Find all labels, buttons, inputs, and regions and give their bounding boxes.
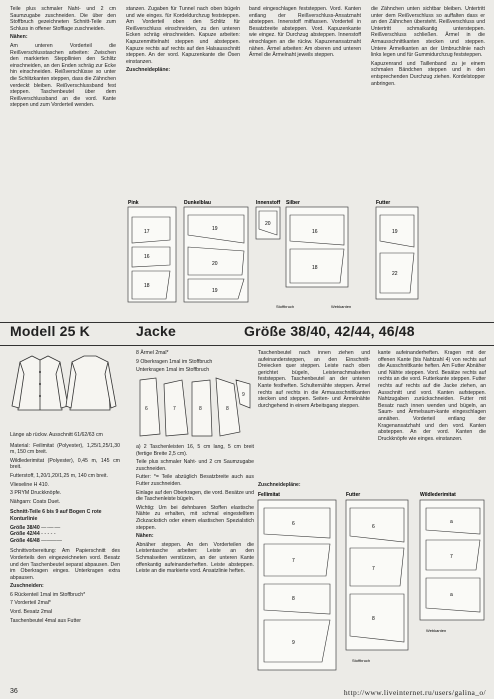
size-row: Größe 38/40 —·—·— [10,524,61,531]
svg-text:6: 6 [292,521,295,527]
paragraph: Taschenbeutel nach innen ziehen und aufeinandersteppen, an den Einschnitt-Dreiecken quer steppen. Leiste nach oben gerichtet bügeln, Leistenschmalseiten feststeppen. Taschenbeutel an der unteren Kante festheften. Schulternähte steppen. Ärmel rechts auf rechts in die Armausschnittkanten stecken und steppen. Seiten- und Ärmelnähte durchgehend in einem Arbeitsgang steppen. [258,350,370,409]
section-heading: Zuschneiden: [10,583,44,590]
top-text-col-4 [371,6,485,89]
page-number: 36 [10,688,18,695]
paragraph: Wichtig: Um bei dehnbaren Stoffen elastische Nähte zu erhalten, mit schmal eingestelltem Zickzackstich oder einem elastischen Spezialstich steppen. [136,504,254,531]
material-paragraph: Material: Feilimitat (Polyester), 1,25/1,25/1,30 m, 150 cm breit. [10,442,120,456]
svg-text:8: 8 [292,596,295,602]
size-range: Größe 38/40, 42/44, 46/48 [244,323,415,339]
svg-text:18: 18 [144,283,150,289]
svg-text:18: 18 [312,265,318,271]
svg-text:6: 6 [145,406,148,412]
paragraph: Abnäher steppen. An den Vorderteilen die Leistentasche arbeiten: Leiste an den Schmalseiten verstürzen, an der unteren Kante offenkantig aufeinanderheften. Leiste absteppen. Leiste an die markierte vord. Ansatzlinie heften. [136,541,254,575]
svg-text:a: a [450,592,453,598]
paragraph: a) 2 Taschenleisten 16, 5 cm lang, 5 cm breit (fertige Breite 2,5 cm). [136,444,254,457]
paragraph: die Zähnchen unten sichtbar bleiben. Untertritt unter dem Reißverschluss so auffalten dass er an den Zähnchen übersteht. Reißverschluss und Untertritt schmalkantig untersteppen. Reißverschluss schließen. Ärmel in die Armausschnittkanten stecken und steppen. Untere Ärmelkanten an der Umbruchlinie nach links legen und für Gummidurchzug feststeppen. [371,6,485,59]
svg-text:9: 9 [242,392,245,398]
size-legend [10,525,120,545]
material-paragraph: Nähgarn: Coats Duet. [10,498,61,505]
bottom-cutting-plans [256,490,488,680]
plan-label-pink: Pink [128,200,139,206]
section-heading: Nähen: [10,34,28,41]
paragraph: Schnittvorbereitung: Am Papierschnitt des Vorderteils den eingezeichneten vord. Besatz und den Taschenbeutel separat abpausen. Den im Oberkragen einges. Unterkragen extra abpausen. [10,548,120,581]
paragraph: Teile plus schmaler Naht- und 2 cm Saumzugabe zuschneiden. Die über den Stoffbruch gezeichneten Schnitt-Teile zum Schluss in offener Stofflage zuschneiden. [10,6,116,32]
length-caption: Länge ab rückw. Ausschnitt 61/62/63 cm [10,432,103,438]
svg-text:19: 19 [212,226,218,232]
mid-text-top [136,350,254,376]
left-text-col [10,432,120,626]
svg-text:22: 22 [392,271,398,277]
svg-text:8: 8 [372,616,375,622]
pattern-pieces-diagram [136,374,254,440]
svg-text:16: 16 [144,254,150,260]
right-text-col-1 [258,350,370,411]
watermark-url: http://www.liveinternet.ru/users/galina_o/ [343,688,486,697]
svg-text:19: 19 [392,229,398,235]
svg-text:9: 9 [292,640,295,646]
cut-item: Vord. Besatz 2mal [10,609,53,616]
material-paragraph: Futterstoff, 1,20/1,20/1,25 m, 140 cm breit. [10,472,108,479]
garment-name: Jacke [136,323,176,339]
material-paragraph: Vlieseline H 410. [10,481,49,488]
svg-text:7: 7 [292,558,295,564]
cut-item: Unterkragen 1mal im Stoffbruch [136,367,210,374]
svg-text:20: 20 [265,221,271,227]
fold-label: Stoffbruch [276,304,295,309]
jacket-illustration [10,350,120,428]
plan-label-silber: Silber [286,200,300,206]
paragraph: Futter: *= Teile abzüglich Besatzbreite auch aus Futter zuschneiden. [136,474,254,487]
paragraph: band eingeschlagen feststeppen. Vord. Kanten entlang der Reißverschluss-Ansatznaht absteppen. Innenstoff mitfassen. Vorderteil in Besatzbreite absteppen. Vord. Kapuzenkante wie eingez. für Durchzug absteppen. Innenstoff einschlagen an die rückw. Kapuzenansatznaht nähen. Ärmel arbeiten: Am oberen und unteren Ärmel die Ärmelnaht jeweils steppen. [249,6,361,59]
cut-item: 8 Ärmel 2mal* [136,350,169,356]
top-text-col-1 [10,6,116,111]
plan-label-wildleder: Wildlederimitat [420,492,456,498]
cut-item: 6 Rückenteil 1mal im Stoffbruch* [10,591,86,598]
paragraph: Kapuzenrand und Taillenband zu je einem schmalen Bändchen steppen und in den entsprechenden Durchzug ziehen. Kordelstopper anbringen. [371,60,485,87]
bottom-plans-title: Zuschneidepläne: [258,482,301,488]
size-row: Größe 46/48 ———— [10,537,62,544]
top-text-col-3 [249,6,361,61]
size-row: Größe 42/44 - - - - - [10,531,56,538]
model-number: Modell 25 K [10,323,90,339]
section-heading: Nähen: [136,533,154,540]
paragraph: Am unteren Vorderteil die Reißverschlusstaschen arbeiten: Zwischen den markierten Steppllinien den Schlitz einschneiden, an den Enden schräg zur Ecke hin einschneiden. Reißverschlüsse so unter die Schlitzkanten steppen, dass die Zähnchen verdeckt bleiben. Reißverschlussband fest steppen. Taschenbeutel über dem Reißverschlussband an die vord. Kante steppen und zum Vorderteil wenden. [10,42,116,109]
svg-text:8: 8 [199,406,202,412]
paragraph: stanzen. Zugaben für Tunnel nach oben bügeln und wie einges. für Kordeldurchzug feststeppen. Am Vorderteil oben den Schlitz für Reißverschluss einschneiden, zu den unteren Ecken schräg einschneiden. Kapuze arbeiten: Kapuzenmittelnaht steppen und absteppen. Kapuze rechts auf rechts auf den Halsausschnitt steppen. An der vord. Kapuzenkante die Ösen einstanzen. [126,6,240,65]
cut-item: 7 Vorderteil 2mal* [10,600,51,607]
svg-text:7: 7 [173,406,176,412]
svg-text:8: 8 [226,406,229,412]
plan-label-dunkelblau: Dunkelblau [184,200,211,206]
svg-text:17: 17 [144,229,150,235]
paragraph: kante aufeinanderheften. Kragen mit der offenen Kante (bis Nahtzahl 4) von rechts auf die Ausschnittkante heften. Am Futter Abnäher und Nähte steppen. Vord. Besätze rechts auf rechts an die vord. Futterkante steppen. Futter rechts auf rechts auf die Jacke ziehen, an Ausschnitt und vord. Kanten aufsteppen. Nahtzugaben zurückschneiden. Futter mit Besatz nach innen wenden und bügeln, an Saum- und Ärmelsaum-kante eingeschlagen annähen. Vorderteil entlang der Kragenansatzhaht und den vord. Kanten absteppen. An der vord. Kanten die Druckknöpfe wie einges. einstanzen. [378,350,486,442]
svg-text:20: 20 [212,261,218,267]
mid-text-col [136,444,254,577]
paragraph: Einlage auf den Oberkragen, die vord. Besätze und die Taschenleiste bügeln. [136,489,254,503]
svg-text:7: 7 [372,566,375,572]
top-text-col-2 [126,6,240,76]
top-cutting-plans [126,195,486,315]
material-paragraph: 3 PRYM Druckknöpfe. [10,490,62,497]
svg-text:16: 16 [312,229,318,235]
pattern-pieces-heading: Schnitt-Teile 6 bis 9 auf Bogen C rote Konturlinie [10,509,102,522]
cut-item: Taschenbeutel 4mal aus Futter [10,617,81,624]
right-text-col-2 [378,350,486,444]
fold-label: Stoffbruch [352,658,371,663]
cut-item: 9 Oberkragen 1mal im Stoffbruch [136,358,213,365]
plan-label-innenstoff: Innenstoff [256,200,281,206]
section-heading: Zuschneidepläne: [126,67,171,74]
material-paragraph: Wildlederimitat (Polyester), 0,45 m, 145 cm breit. [10,457,120,471]
svg-text:a: a [450,519,453,525]
plan-label-futter-2: Futter [346,492,361,498]
svg-text:19: 19 [212,288,218,294]
paragraph: Teile plus schmaler Naht- und 2 cm Saumzugabe zuschneiden. [136,459,254,472]
svg-text:7: 7 [450,554,453,560]
selvedge-label: Webkanten [331,304,352,309]
selvedge-label: Webkanten [426,628,447,633]
plan-label-futter: Futter [376,200,391,206]
plan-label-fellimitat: Fellimitat [258,492,280,498]
svg-text:6: 6 [372,524,375,530]
